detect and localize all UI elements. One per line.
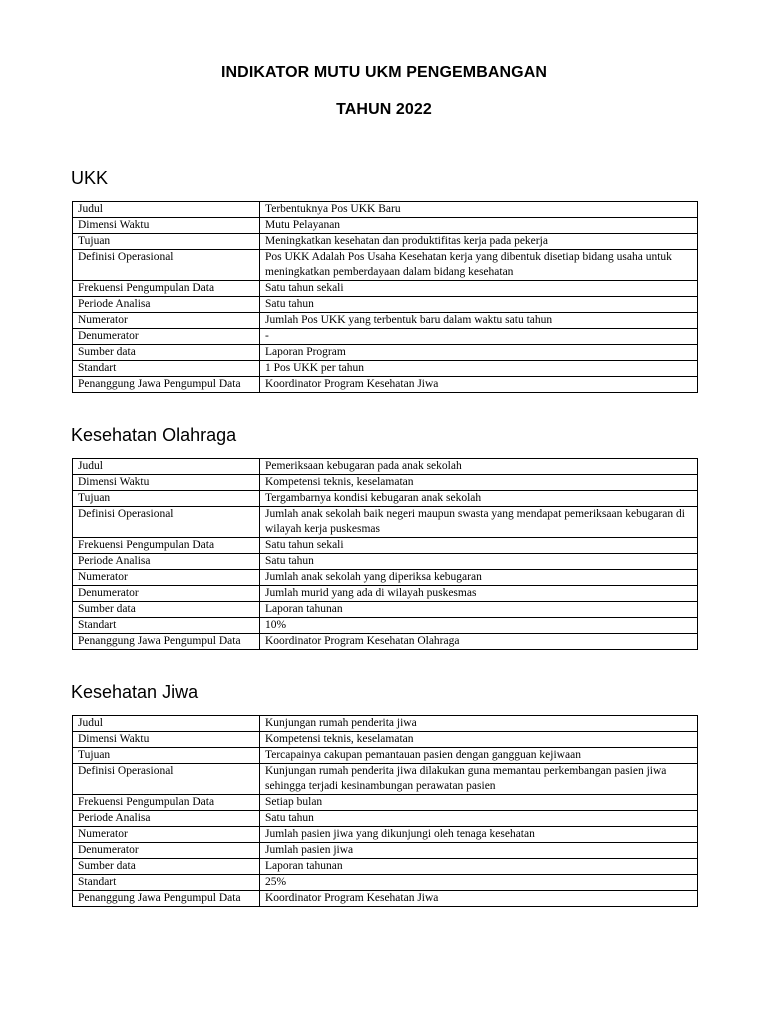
table-row xyxy=(73,377,698,393)
row-value: Tercapainya cakupan pemantauan pasien dengan gangguan kejiwaan xyxy=(260,748,698,764)
row-label: Definisi Operasional xyxy=(73,250,260,281)
row-label: Sumber data xyxy=(73,345,260,361)
row-label: Periode Analisa xyxy=(73,297,260,313)
row-label: Penanggung Jawa Pengumpul Data xyxy=(73,377,260,393)
section-heading-kesehatan-jiwa: Kesehatan Jiwa xyxy=(71,682,199,702)
table-row xyxy=(73,764,698,795)
table-row xyxy=(73,748,698,764)
row-value: Satu tahun xyxy=(260,297,698,313)
table-row xyxy=(73,570,698,586)
table-row xyxy=(73,281,698,297)
row-value: Tergambarnya kondisi kebugaran anak sekolah xyxy=(260,491,698,507)
table-row xyxy=(73,538,698,554)
table-row xyxy=(73,361,698,377)
row-label: Numerator xyxy=(73,827,260,843)
row-label: Standart xyxy=(73,618,260,634)
section-heading-ukk: UKK xyxy=(71,168,109,188)
row-value: Jumlah anak sekolah baik negeri maupun swasta yang mendapat pemeriksaan kebugaran di wilayah kerja puskesmas xyxy=(260,507,698,538)
row-label: Judul xyxy=(73,459,260,475)
row-value: Laporan Program xyxy=(260,345,698,361)
row-value: Pos UKK Adalah Pos Usaha Kesehatan kerja yang dibentuk disetiap bidang usaha untuk meningkatkan pemberdayaan dalam bidang kesehatan xyxy=(260,250,698,281)
row-label: Periode Analisa xyxy=(73,811,260,827)
table-row xyxy=(73,859,698,875)
row-label: Numerator xyxy=(73,313,260,329)
row-value: Satu tahun sekali xyxy=(260,538,698,554)
section-heading-kesehatan-olahraga: Kesehatan Olahraga xyxy=(71,425,237,445)
row-value: Koordinator Program Kesehatan Olahraga xyxy=(260,634,698,650)
row-value: Koordinator Program Kesehatan Jiwa xyxy=(260,891,698,907)
table-row xyxy=(73,875,698,891)
row-label: Judul xyxy=(73,202,260,218)
row-value: Kunjungan rumah penderita jiwa dilakukan guna memantau perkembangan pasien jiwa sehingga terjadi kesinambungan perawatan pasien xyxy=(260,764,698,795)
row-label: Dimensi Waktu xyxy=(73,475,260,491)
row-value: Satu tahun xyxy=(260,811,698,827)
row-label: Frekuensi Pengumpulan Data xyxy=(73,795,260,811)
row-value: 1 Pos UKK per tahun xyxy=(260,361,698,377)
row-value: Setiap bulan xyxy=(260,795,698,811)
row-value: Jumlah pasien jiwa xyxy=(260,843,698,859)
table-row xyxy=(73,634,698,650)
table-row xyxy=(73,618,698,634)
row-value: Jumlah Pos UKK yang terbentuk baru dalam waktu satu tahun xyxy=(260,313,698,329)
table-row xyxy=(73,554,698,570)
document-subtitle-year: TAHUN 2022 xyxy=(336,101,432,118)
table-row xyxy=(73,345,698,361)
row-label: Denumerator xyxy=(73,586,260,602)
table-row xyxy=(73,234,698,250)
table-row xyxy=(73,329,698,345)
row-value: Koordinator Program Kesehatan Jiwa xyxy=(260,377,698,393)
table-row xyxy=(73,843,698,859)
table-row xyxy=(73,491,698,507)
table-row xyxy=(73,586,698,602)
row-value: Jumlah pasien jiwa yang dikunjungi oleh tenaga kesehatan xyxy=(260,827,698,843)
table-row xyxy=(73,732,698,748)
row-label: Standart xyxy=(73,361,260,377)
row-label: Penanggung Jawa Pengumpul Data xyxy=(73,634,260,650)
document-title: INDIKATOR MUTU UKM PENGEMBANGAN xyxy=(220,64,548,81)
row-value: Laporan tahunan xyxy=(260,602,698,618)
row-label: Tujuan xyxy=(73,234,260,250)
row-label: Penanggung Jawa Pengumpul Data xyxy=(73,891,260,907)
row-label: Sumber data xyxy=(73,859,260,875)
row-label: Definisi Operasional xyxy=(73,764,260,795)
row-value: Mutu Pelayanan xyxy=(260,218,698,234)
row-value: - xyxy=(260,329,698,345)
row-label: Numerator xyxy=(73,570,260,586)
table-row xyxy=(73,891,698,907)
row-value: Jumlah anak sekolah yang diperiksa kebugaran xyxy=(260,570,698,586)
table-row xyxy=(73,716,698,732)
row-label: Denumerator xyxy=(73,843,260,859)
row-label: Denumerator xyxy=(73,329,260,345)
row-label: Frekuensi Pengumpulan Data xyxy=(73,281,260,297)
row-label: Frekuensi Pengumpulan Data xyxy=(73,538,260,554)
table-row xyxy=(73,811,698,827)
row-label: Sumber data xyxy=(73,602,260,618)
indicator-table-ukk xyxy=(72,201,698,393)
indicator-table-kesehatan-olahraga xyxy=(72,458,698,650)
row-label: Dimensi Waktu xyxy=(73,732,260,748)
row-label: Periode Analisa xyxy=(73,554,260,570)
row-label: Judul xyxy=(73,716,260,732)
table-row xyxy=(73,297,698,313)
row-value: 25% xyxy=(260,875,698,891)
row-label: Definisi Operasional xyxy=(73,507,260,538)
table-row xyxy=(73,602,698,618)
table-row xyxy=(73,795,698,811)
row-label: Dimensi Waktu xyxy=(73,218,260,234)
table-row xyxy=(73,475,698,491)
row-value: Terbentuknya Pos UKK Baru xyxy=(260,202,698,218)
row-value: Laporan tahunan xyxy=(260,859,698,875)
row-label: Tujuan xyxy=(73,491,260,507)
row-label: Standart xyxy=(73,875,260,891)
row-value: Satu tahun sekali xyxy=(260,281,698,297)
table-row xyxy=(73,250,698,281)
row-value: Jumlah murid yang ada di wilayah puskesmas xyxy=(260,586,698,602)
row-value: Pemeriksaan kebugaran pada anak sekolah xyxy=(260,459,698,475)
table-row xyxy=(73,459,698,475)
row-value: 10% xyxy=(260,618,698,634)
table-row xyxy=(73,313,698,329)
row-value: Kunjungan rumah penderita jiwa xyxy=(260,716,698,732)
row-value: Meningkatkan kesehatan dan produktifitas kerja pada pekerja xyxy=(260,234,698,250)
indicator-table-kesehatan-jiwa xyxy=(72,715,698,907)
table-row xyxy=(73,507,698,538)
table-row xyxy=(73,827,698,843)
row-value: Kompetensi teknis, keselamatan xyxy=(260,732,698,748)
row-label: Tujuan xyxy=(73,748,260,764)
table-row xyxy=(73,218,698,234)
row-value: Kompetensi teknis, keselamatan xyxy=(260,475,698,491)
row-value: Satu tahun xyxy=(260,554,698,570)
table-row xyxy=(73,202,698,218)
